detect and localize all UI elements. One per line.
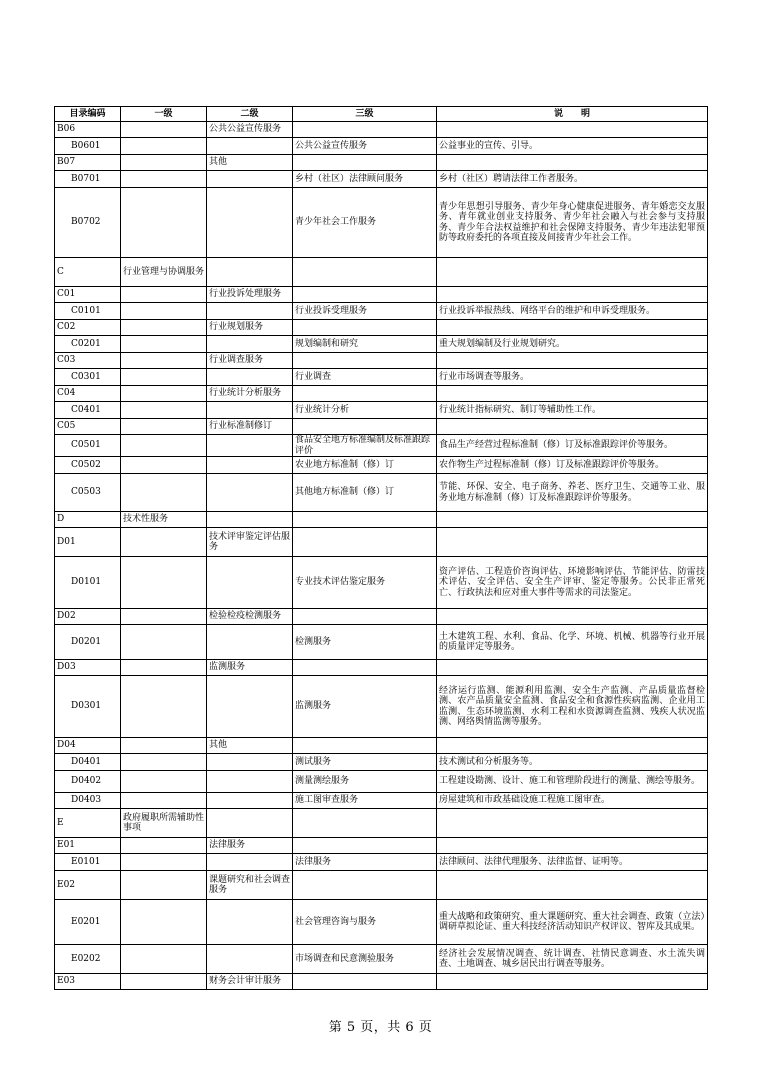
row-level3: 农业地方标准制（修）订 — [293, 457, 437, 474]
row-code: D02 — [55, 609, 121, 625]
row-level1 — [121, 609, 207, 625]
row-description — [437, 974, 708, 990]
row-description: 工程建设勘测、设计、施工和管理阶段进行的测量、测绘等服务。 — [437, 771, 708, 793]
row-code: D — [55, 512, 121, 528]
row-level2: 其他 — [207, 738, 293, 754]
row-level2 — [207, 900, 293, 945]
row-code: B0702 — [55, 188, 121, 258]
row-level2: 行业投诉处理服务 — [207, 287, 293, 303]
row-level2 — [207, 138, 293, 155]
row-code: E — [55, 809, 121, 838]
row-code: E03 — [55, 974, 121, 990]
row-level3: 专业技术评估鉴定服务 — [293, 557, 437, 609]
table-row — [55, 945, 708, 974]
row-level3 — [293, 528, 437, 557]
table-row — [55, 303, 708, 320]
row-level3: 测试服务 — [293, 754, 437, 771]
row-code: C0301 — [55, 369, 121, 386]
table-row — [55, 676, 708, 738]
table-row — [55, 557, 708, 609]
table-row — [55, 122, 708, 138]
row-level1: 技术性服务 — [121, 512, 207, 528]
row-level2 — [207, 625, 293, 660]
table-row — [55, 386, 708, 402]
row-level3 — [293, 738, 437, 754]
row-code: C — [55, 258, 121, 287]
table-row — [55, 609, 708, 625]
row-description — [437, 809, 708, 838]
row-code: B07 — [55, 155, 121, 171]
row-description: 土木建筑工程、水利、食品、化学、环境、机械、机器等行业开展的质量评定等服务。 — [437, 625, 708, 660]
row-code: B06 — [55, 122, 121, 138]
row-description — [437, 660, 708, 676]
row-level2 — [207, 303, 293, 320]
table-row — [55, 138, 708, 155]
row-level1 — [121, 660, 207, 676]
table-row — [55, 900, 708, 945]
row-code: D0201 — [55, 625, 121, 660]
row-level1 — [121, 188, 207, 258]
row-description: 重大规划编制及行业规划研究。 — [437, 336, 708, 353]
row-description: 经济运行监测、能源利用监测、安全生产监测、产品质量监督检测、农产品质量安全监测、食品安全和食源性疾病监测、企业用工监测、生态环境监测、水利工程和水资源调查监测、残疾人状况监测、网络舆情监测等服务。 — [437, 676, 708, 738]
row-level2 — [207, 676, 293, 738]
row-level3 — [293, 287, 437, 303]
row-level3 — [293, 660, 437, 676]
row-level3 — [293, 512, 437, 528]
row-level2: 其他 — [207, 155, 293, 171]
row-level2 — [207, 435, 293, 457]
row-level1 — [121, 676, 207, 738]
row-level2 — [207, 809, 293, 838]
row-code: C0401 — [55, 402, 121, 419]
row-level3 — [293, 809, 437, 838]
row-level1 — [121, 771, 207, 793]
table-row — [55, 809, 708, 838]
row-level2 — [207, 457, 293, 474]
row-level1 — [121, 155, 207, 171]
header-level2: 二级 — [207, 107, 293, 122]
row-description: 行业投诉举报热线、网络平台的维护和申诉受理服务。 — [437, 303, 708, 320]
row-description — [437, 419, 708, 435]
row-level2 — [207, 336, 293, 353]
row-level3: 行业调查 — [293, 369, 437, 386]
header-description: 说 明 — [437, 107, 708, 122]
row-level3: 监测服务 — [293, 676, 437, 738]
row-level1 — [121, 435, 207, 457]
row-level2 — [207, 188, 293, 258]
row-level2: 行业调查服务 — [207, 353, 293, 369]
row-level3 — [293, 320, 437, 336]
row-level1 — [121, 871, 207, 900]
row-code: E0201 — [55, 900, 121, 945]
row-description — [437, 122, 708, 138]
row-level3: 乡村（社区）法律顾问服务 — [293, 171, 437, 188]
table-row — [55, 625, 708, 660]
table-row — [55, 457, 708, 474]
row-description — [437, 386, 708, 402]
row-level1 — [121, 303, 207, 320]
row-code: E01 — [55, 838, 121, 854]
row-description: 青少年思想引导服务、青少年身心健康促进服务、青年婚恋交友服务、青年就业创业支持服务、青少年社会融入与社会参与支持服务、青少年合法权益维护和社会保障支持服务、青少年违法犯罪预防等政府委托的各项直接及间接青少年社会工作。 — [437, 188, 708, 258]
row-level2: 行业规划服务 — [207, 320, 293, 336]
row-level3: 其他地方标准制（修）订 — [293, 474, 437, 512]
table-row — [55, 512, 708, 528]
row-level2: 行业标准制修订 — [207, 419, 293, 435]
table-row — [55, 435, 708, 457]
row-level1 — [121, 457, 207, 474]
row-code: B0701 — [55, 171, 121, 188]
row-description — [437, 609, 708, 625]
row-level1: 政府履职所需辅助性事项 — [121, 809, 207, 838]
row-level2 — [207, 369, 293, 386]
row-code: C0501 — [55, 435, 121, 457]
table-row — [55, 771, 708, 793]
row-level3 — [293, 974, 437, 990]
row-code: D0301 — [55, 676, 121, 738]
row-description: 乡村（社区）聘请法律工作者服务。 — [437, 171, 708, 188]
row-level2: 法律服务 — [207, 838, 293, 854]
row-description: 食品生产经营过程标准制（修）订及标准跟踪评价等服务。 — [437, 435, 708, 457]
row-level1 — [121, 838, 207, 854]
row-level2: 技术评审鉴定评估服务 — [207, 528, 293, 557]
table-row — [55, 320, 708, 336]
table-row — [55, 754, 708, 771]
row-code: D04 — [55, 738, 121, 754]
row-level3 — [293, 609, 437, 625]
row-description: 行业统计指标研究、制订等辅助性工作。 — [437, 402, 708, 419]
header-level1: 一级 — [121, 107, 207, 122]
row-level1 — [121, 474, 207, 512]
row-level1 — [121, 402, 207, 419]
row-description — [437, 871, 708, 900]
row-code: D0401 — [55, 754, 121, 771]
row-level3: 法律服务 — [293, 854, 437, 871]
table-header-row — [55, 107, 708, 122]
row-level3 — [293, 122, 437, 138]
row-code: E0202 — [55, 945, 121, 974]
header-level3: 三级 — [293, 107, 437, 122]
row-level1 — [121, 369, 207, 386]
row-code: C04 — [55, 386, 121, 402]
row-code: D0402 — [55, 771, 121, 793]
row-description — [437, 738, 708, 754]
table-row — [55, 287, 708, 303]
row-description — [437, 512, 708, 528]
row-level1 — [121, 945, 207, 974]
row-description: 法律顾问、法律代理服务、法律监督、证明等。 — [437, 854, 708, 871]
row-level2: 监测服务 — [207, 660, 293, 676]
row-level3 — [293, 871, 437, 900]
table-row — [55, 171, 708, 188]
row-level2: 课题研究和社会调查服务 — [207, 871, 293, 900]
row-level1 — [121, 900, 207, 945]
table-row — [55, 660, 708, 676]
row-level1 — [121, 974, 207, 990]
row-level1 — [121, 625, 207, 660]
row-level2 — [207, 945, 293, 974]
table-row — [55, 793, 708, 809]
row-level3: 行业统计分析 — [293, 402, 437, 419]
row-description: 公益事业的宣传、引导。 — [437, 138, 708, 155]
row-level3 — [293, 155, 437, 171]
row-level1 — [121, 854, 207, 871]
row-level2 — [207, 771, 293, 793]
row-level3: 检测服务 — [293, 625, 437, 660]
row-level3 — [293, 838, 437, 854]
row-level1 — [121, 336, 207, 353]
row-level1 — [121, 287, 207, 303]
row-description — [437, 155, 708, 171]
table-row — [55, 155, 708, 171]
row-level1 — [121, 754, 207, 771]
table-row — [55, 369, 708, 386]
row-level2 — [207, 258, 293, 287]
row-description — [437, 320, 708, 336]
row-level2 — [207, 402, 293, 419]
row-level3 — [293, 419, 437, 435]
row-level2 — [207, 854, 293, 871]
row-level3 — [293, 386, 437, 402]
row-code: C0503 — [55, 474, 121, 512]
row-level3: 食品安全地方标准编制及标准跟踪评价 — [293, 435, 437, 457]
table-row — [55, 353, 708, 369]
row-level1 — [121, 793, 207, 809]
table-row — [55, 258, 708, 287]
table-row — [55, 188, 708, 258]
row-level3: 公共公益宣传服务 — [293, 138, 437, 155]
row-level3: 测量测绘服务 — [293, 771, 437, 793]
row-code: D01 — [55, 528, 121, 557]
row-level1 — [121, 557, 207, 609]
row-description: 农作物生产过程标准制（修）订及标准跟踪评价等服务。 — [437, 457, 708, 474]
row-level2 — [207, 793, 293, 809]
row-level2: 行业统计分析服务 — [207, 386, 293, 402]
table-row — [55, 871, 708, 900]
row-level2 — [207, 754, 293, 771]
catalog-table — [54, 106, 708, 990]
row-level3 — [293, 353, 437, 369]
row-code: C0101 — [55, 303, 121, 320]
row-code: D03 — [55, 660, 121, 676]
row-level2: 检验检疫检测服务 — [207, 609, 293, 625]
table-row — [55, 854, 708, 871]
table-row — [55, 402, 708, 419]
row-description — [437, 838, 708, 854]
row-code: C0201 — [55, 336, 121, 353]
row-level1 — [121, 138, 207, 155]
table-row — [55, 528, 708, 557]
row-level1 — [121, 353, 207, 369]
row-description — [437, 258, 708, 287]
row-code: C0502 — [55, 457, 121, 474]
row-description: 技术测试和分析服务等。 — [437, 754, 708, 771]
row-code: D0101 — [55, 557, 121, 609]
row-level1 — [121, 386, 207, 402]
page-number: 第 5 页，共 6 页 — [328, 1020, 433, 1035]
row-level2 — [207, 512, 293, 528]
table-row — [55, 974, 708, 990]
table-row — [55, 738, 708, 754]
row-description — [437, 287, 708, 303]
row-code: C05 — [55, 419, 121, 435]
row-description — [437, 353, 708, 369]
row-code: E0101 — [55, 854, 121, 871]
header-code: 目录编码 — [55, 107, 121, 122]
row-level3 — [293, 258, 437, 287]
row-level2: 财务会计审计服务 — [207, 974, 293, 990]
row-description: 行业市场调查等服务。 — [437, 369, 708, 386]
row-code: E02 — [55, 871, 121, 900]
row-level1: 行业管理与协调服务 — [121, 258, 207, 287]
row-code: C01 — [55, 287, 121, 303]
row-level3: 青少年社会工作服务 — [293, 188, 437, 258]
row-level2: 公共公益宣传服务 — [207, 122, 293, 138]
row-level3: 行业投诉受理服务 — [293, 303, 437, 320]
row-code: C02 — [55, 320, 121, 336]
row-level3: 市场调查和民意测验服务 — [293, 945, 437, 974]
row-description — [437, 528, 708, 557]
row-level3: 规划编制和研究 — [293, 336, 437, 353]
row-description: 经济社会发展情况调查、统计调查、社情民意调查、水土流失调查、土地调查、城乡居民出行调查等服务。 — [437, 945, 708, 974]
row-level2 — [207, 171, 293, 188]
row-description: 节能、环保、安全、电子商务、养老、医疗卫生、交通等工业、服务业地方标准制（修）订及标准跟踪评价等服务。 — [437, 474, 708, 512]
row-level1 — [121, 171, 207, 188]
row-code: B0601 — [55, 138, 121, 155]
row-level1 — [121, 738, 207, 754]
row-level2 — [207, 557, 293, 609]
row-level1 — [121, 320, 207, 336]
row-description: 重大战略和政策研究、重大课题研究、重大社会调查、政策（立法）调研草拟论证、重大科技经济活动知识产权评议、智库及其成果。 — [437, 900, 708, 945]
row-code: C03 — [55, 353, 121, 369]
row-level3: 社会管理咨询与服务 — [293, 900, 437, 945]
row-level1 — [121, 122, 207, 138]
row-description: 资产评估、工程造价咨询评估、环境影响评估、节能评估、防雷技术评估、安全评估、安全生产评审、鉴定等服务。公民非正常死亡、行政执法和应对重大事件等需求的司法鉴定。 — [437, 557, 708, 609]
table-row — [55, 474, 708, 512]
row-level1 — [121, 419, 207, 435]
row-code: D0403 — [55, 793, 121, 809]
row-level3: 施工图审查服务 — [293, 793, 437, 809]
table-row — [55, 419, 708, 435]
table-row — [55, 336, 708, 353]
table-row — [55, 838, 708, 854]
row-description: 房屋建筑和市政基础设施工程施工图审查。 — [437, 793, 708, 809]
row-level1 — [121, 528, 207, 557]
row-level2 — [207, 474, 293, 512]
